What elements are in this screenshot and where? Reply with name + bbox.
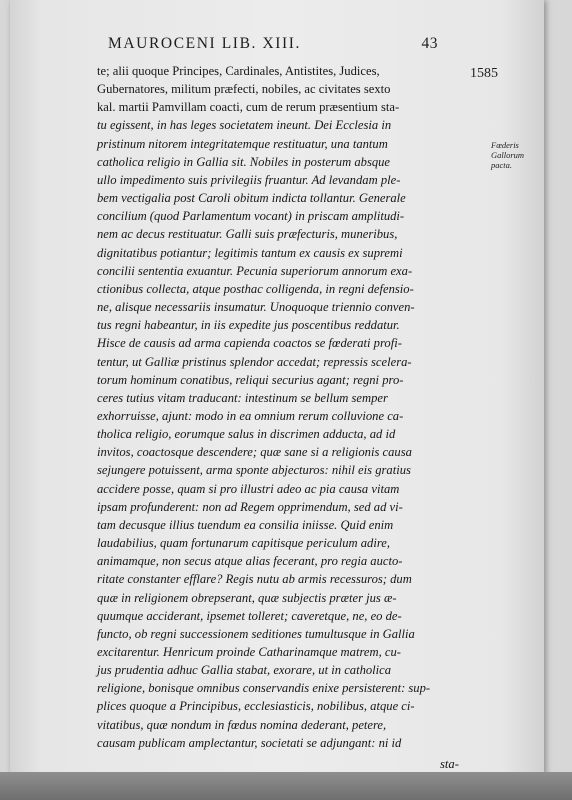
- text-line: ritate constanter efflare? Regis nutu ab armis recessuros; dum: [97, 572, 412, 587]
- text-line: tus regni habeantur, in iis expedite jus poscentibus reddatur.: [97, 318, 400, 333]
- text-line: accidere posse, quam si pro illustri adeo ac pia causa vitam: [97, 481, 400, 496]
- text-line: excitarentur. Henricum proinde Catharinamque matrem, cu-: [97, 645, 401, 659]
- text-line: religione, bonisque omnibus conservandis enixe persisterent: sup-: [97, 681, 431, 696]
- text-line: exhorruisse, ajunt: modo in ea omnium rerum colluvione ca-: [97, 408, 404, 423]
- marginal-note-line: pacta.: [491, 160, 513, 170]
- text-line: pristinum nitorem integritatemque restituatur, una tantum: [97, 136, 388, 151]
- page-number: 43: [421, 35, 438, 52]
- running-title: MAUROCENI LIB. XIII.: [108, 35, 302, 52]
- text-line: invitos, coactosque descendere; quæ sane si a religionis causa: [97, 445, 412, 460]
- text-line: concilii sententia exuantur. Pecunia superiorum annorum exa-: [97, 263, 413, 278]
- text-line: kal. martii Pamvillam coacti, cum de rerum præsentium sta-: [97, 100, 400, 115]
- text-line: vitatibus, quæ nondum in fœdus nomina dederant, petere,: [97, 717, 387, 732]
- text-line: bem vectigalia post Caroli obitum indicta tollantur. Generale: [97, 191, 406, 206]
- text-line: tam decusque illius tuendum ea consilia iniisse. Quid enim: [97, 517, 394, 532]
- text-line: ne, alisque necessariis insumatur. Unoquoque triennio conven-: [97, 300, 415, 315]
- text-line: plices quoque a Principibus, ecclesiasticis, nobilibus, atque ci-: [97, 699, 415, 714]
- text-line: tholica religio, eorumque salus in discrimen adducta, ad id: [97, 427, 396, 442]
- text-line: quæ in religionem obrepserant, quæ subjectis præter jus æ-: [97, 590, 397, 605]
- marginal-note-line: Gallorum: [491, 150, 525, 160]
- text-line: nem ac decus restituatur. Galli suis præfecturis, muneribus,: [97, 227, 398, 242]
- page-bottom-edge: [0, 772, 572, 800]
- text-line: quumque acciderant, ipsemet tolleret; caveretque, ne, eo de-: [97, 608, 402, 623]
- running-header: [108, 35, 438, 53]
- text-line: ctionibus collecta, atque posthac colligenda, in regni defensio-: [97, 281, 414, 296]
- text-line: tentur, ut Galliæ pristinus splendor accedat; repressis scelera-: [97, 354, 412, 369]
- text-line: functo, ob regni successionem seditiones tumultusque in Gallia: [97, 626, 415, 641]
- text-line: ceres tutius vitam traducant: intestinum se bellum semper: [97, 390, 388, 405]
- text-line: Hisce de causis ad arma capienda coactos se fœderati profi-: [97, 336, 402, 351]
- text-line: laudabilius, quam fortunarum capitisque periculum adire,: [97, 536, 391, 551]
- text-line: causam publicam amplectantur, societati se adjungant: ni id: [97, 735, 402, 750]
- text-line: tu egissent, in has leges societatem ineunt. Dei Ecclesia in: [97, 118, 392, 133]
- text-line: concilium (quod Parlamentum vocant) in priscam amplitudi-: [97, 209, 405, 224]
- marginal-note: [491, 140, 541, 170]
- catchword: sta-: [440, 757, 459, 771]
- text-line: ipsam profunderent: non ad Regem opprimendum, sed ad vi-: [97, 499, 403, 514]
- margin-year: 1585: [470, 66, 498, 81]
- text-line: animamque, non secus atque alias fecerant, pro regia aucto-: [97, 554, 403, 569]
- text-line: sejungere potuissent, arma sponte abjecturos: nihil eis gratius: [97, 463, 411, 478]
- text-line: catholica religio in Gallia sit. Nobiles in posterum absque: [97, 154, 391, 169]
- text-line: te; alii quoque Principes, Cardinales, Antistites, Judices,: [97, 64, 380, 78]
- text-line: jus prudentia adhuc Gallia stabat, exorare, ut in catholica: [97, 663, 392, 678]
- marginal-note-line: Fœderis: [491, 140, 519, 150]
- body-text: [97, 62, 467, 752]
- text-line: dignitatibus potiantur; legitimis tantum ex causis ex supremi: [97, 245, 403, 260]
- text-line: torum hominum conatibus, reliqui securius agant; regni pro-: [97, 372, 404, 387]
- text-line: Gubernatores, militum præfecti, nobiles, ac civitates sexto: [97, 82, 391, 97]
- text-line: ullo impedimento suis privilegiis fruantur. Ad levandam ple-: [97, 172, 401, 187]
